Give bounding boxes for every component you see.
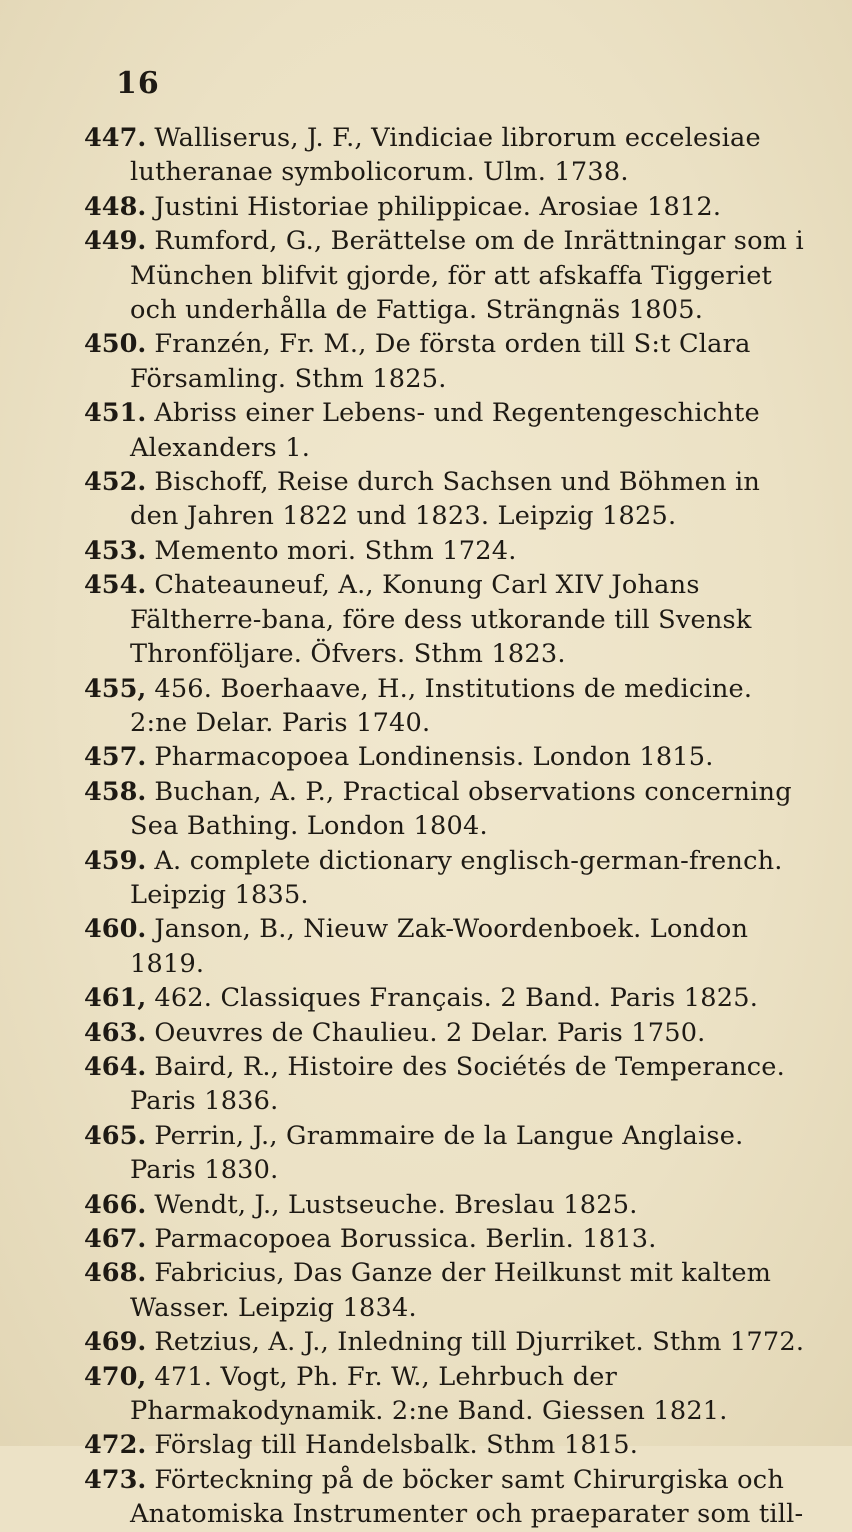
- entry-number: 468.: [84, 1258, 147, 1289]
- catalog-entry: [84, 844, 808, 913]
- entry-number: 448.: [84, 191, 147, 222]
- catalog-entry: [84, 396, 808, 465]
- entry-number: 466.: [84, 1189, 147, 1220]
- entry-number: 452.: [84, 467, 147, 498]
- entry-text: Walliserus, J. F., Vindiciae librorum eccelesiae lutheranae symbolicorum. Ulm. 1738.: [130, 123, 761, 188]
- entry-number: 470,: [84, 1361, 147, 1392]
- catalog-entry: [84, 775, 808, 844]
- entry-text: Förslag till Handelsbalk. Sthm 1815.: [154, 1430, 639, 1461]
- catalog-entry: [84, 568, 808, 671]
- catalog-entry: [84, 327, 808, 396]
- catalog-entry-list: [84, 121, 808, 1532]
- catalog-entry: [84, 1256, 808, 1325]
- catalog-entry: [84, 912, 808, 981]
- entry-text: 456. Boerhaave, H., Institutions de medicine. 2:ne Delar. Paris 1740.: [130, 673, 753, 738]
- entry-number: 461,: [84, 983, 147, 1014]
- entry-number: 457.: [84, 742, 147, 773]
- catalog-entry: [84, 1222, 808, 1256]
- catalog-entry: [84, 224, 808, 327]
- entry-text: Baird, R., Histoire des Sociétés de Temperance. Paris 1836.: [130, 1051, 785, 1117]
- entry-text: 462. Classiques Français. 2 Band. Paris 1825.: [154, 983, 759, 1014]
- entry-number: 467.: [84, 1224, 147, 1254]
- entry-number: 450.: [84, 329, 147, 360]
- entry-text: Chateauneuf, A., Konung Carl XIV Johans Fältherre-bana, före dess utkorande till Svensk Thronföljare. Öfvers. Sthm 1823.: [130, 570, 752, 670]
- entry-number: 458.: [84, 776, 147, 807]
- catalog-entry: [84, 1463, 808, 1532]
- catalog-entry: [84, 1016, 808, 1050]
- entry-number: 473.: [84, 1464, 147, 1495]
- catalog-entry: [84, 190, 808, 224]
- entry-text: Janson, B., Nieuw Zak-Woordenboek. London 1819.: [130, 914, 749, 979]
- entry-text: Förteckning på de böcker samt Chirurgiska och Anatomiska Instrumenter och praeparater som till-: [130, 1464, 804, 1530]
- catalog-entry: [84, 1119, 808, 1188]
- entry-number: 463.: [84, 1017, 147, 1048]
- entry-number: 469.: [84, 1327, 147, 1358]
- entry-number: 460.: [84, 914, 147, 945]
- catalog-entry: [84, 465, 808, 534]
- entry-number: 472.: [84, 1430, 147, 1461]
- entry-text: 471. Vogt, Ph. Fr. W., Lehrbuch der Pharmakodynamik. 2:ne Band. Giessen 1821.: [130, 1361, 728, 1427]
- entry-text: Memento mori. Sthm 1724.: [154, 535, 517, 566]
- catalog-entry: [84, 1325, 808, 1359]
- entry-number: 464.: [84, 1051, 147, 1082]
- entry-text: A. complete dictionary englisch-german-french. Leipzig 1835.: [130, 845, 783, 910]
- catalog-entry: [84, 1050, 808, 1119]
- entry-number: 451.: [84, 398, 147, 429]
- entry-text: Buchan, A. P., Practical observations concerning Sea Bathing. London 1804.: [130, 776, 792, 842]
- entry-text: Franzén, Fr. M., De första orden till S:t Clara Församling. Sthm 1825.: [130, 329, 751, 394]
- catalog-entry: [84, 534, 808, 568]
- entry-number: 454.: [84, 570, 147, 601]
- entry-number: 453.: [84, 535, 147, 566]
- entry-number: 465.: [84, 1120, 147, 1151]
- entry-text: Bischoff, Reise durch Sachsen und Böhmen in den Jahren 1822 und 1823. Leipzig 1825.: [130, 467, 761, 532]
- catalog-entry: [84, 981, 808, 1015]
- entry-text: Abriss einer Lebens- und Regentengeschichte Alexanders 1.: [130, 398, 760, 463]
- page-number: 16: [116, 66, 160, 101]
- catalog-entry: [84, 1360, 808, 1429]
- catalog-entry: [84, 740, 808, 774]
- entry-text: Oeuvres de Chaulieu. 2 Delar. Paris 1750.: [154, 1017, 706, 1048]
- entry-text: Retzius, A. J., Inledning till Djurriket. Sthm 1772.: [154, 1327, 805, 1358]
- entry-number: 459.: [84, 845, 147, 876]
- catalog-entry: [84, 1188, 808, 1222]
- entry-text: Perrin, J., Grammaire de la Langue Anglaise. Paris 1830.: [130, 1120, 744, 1186]
- entry-text: Rumford, G., Berättelse om de Inrättningar som i München blifvit gjorde, för att afskaffa Tiggeriet och underhålla de Fattiga. Strängnäs 1805.: [130, 226, 804, 326]
- entry-text: Wendt, J., Lustseuche. Breslau 1825.: [154, 1189, 638, 1220]
- entry-text: Parmacopoea Borussica. Berlin. 1813.: [154, 1224, 657, 1254]
- entry-text: Fabricius, Das Ganze der Heilkunst mit kaltem Wasser. Leipzig 1834.: [130, 1258, 772, 1323]
- entry-number: 455,: [84, 673, 147, 704]
- entry-number: 447.: [84, 123, 147, 153]
- catalog-entry: [84, 121, 808, 190]
- entry-text: Pharmacopoea Londinensis. London 1815.: [154, 742, 714, 773]
- entry-number: 449.: [84, 226, 147, 257]
- entry-text: Justini Historiae philippicae. Arosiae 1812.: [154, 191, 722, 222]
- catalog-entry: [84, 672, 808, 741]
